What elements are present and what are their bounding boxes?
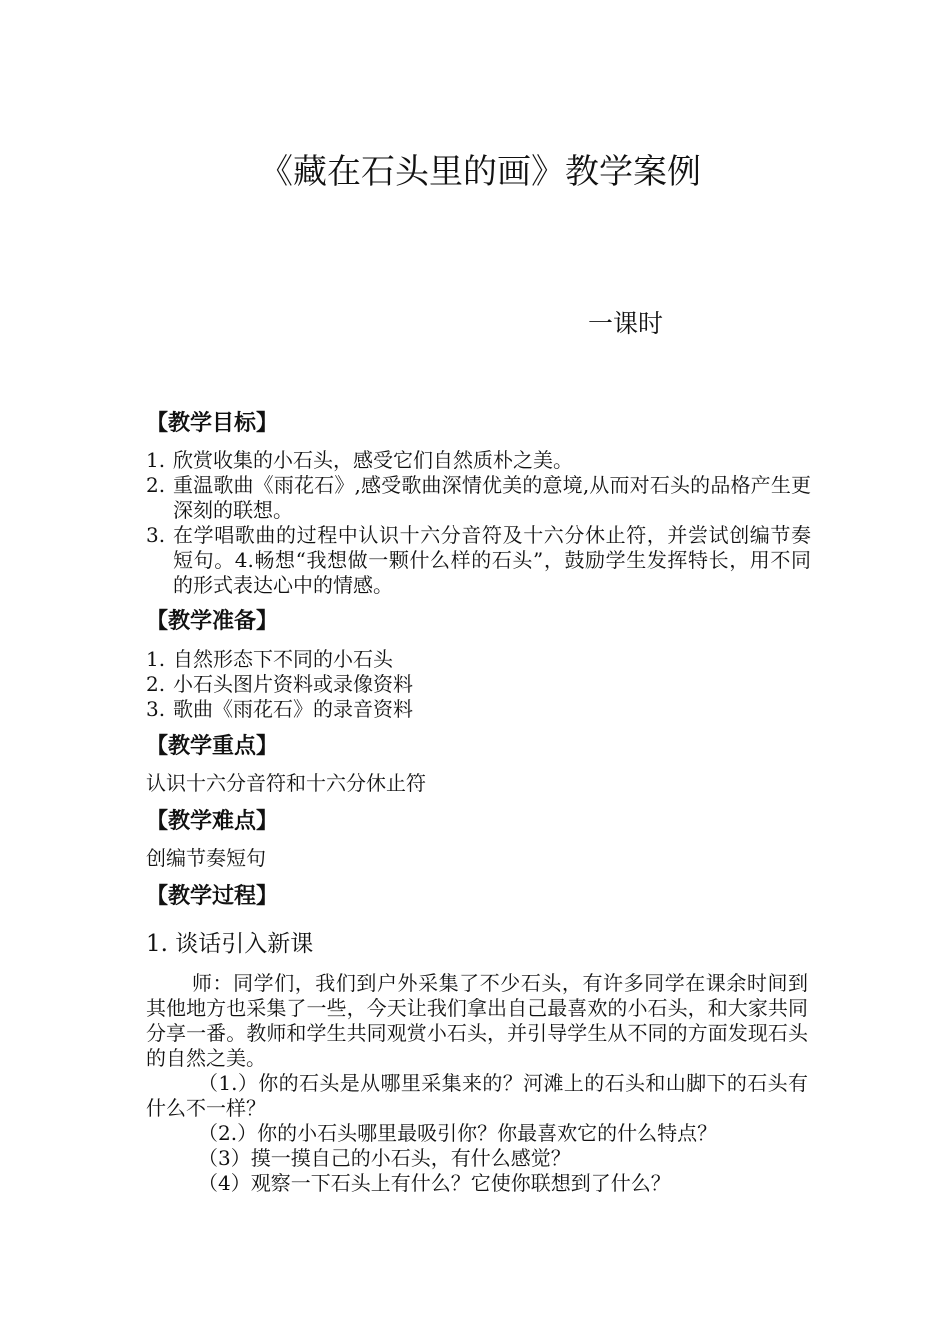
list-item-number: 1. [146,647,166,671]
list-item-number: 3. [146,697,166,721]
list-item [146,697,811,722]
list-item [146,473,811,523]
question-4: （4）观察一下石头上有什么？它使你联想到了什么？ [198,1171,671,1195]
question-3: （3）摸一摸自己的小石头，有什么感觉？ [198,1146,571,1170]
intro-paragraph: 师：同学们，我们到户外采集了不少石头，有许多同学在课余时间到其他地方也采集了一些，今天让我们拿出自己最喜欢的小石头，和大家共同分享一番。教师和学生共同观赏小石头，并引导学生从不同的方面发现石头的自然之美。 [146,971,808,1070]
process-heading: 【教学过程】 [146,883,279,909]
list-item [146,448,811,473]
list-item-text: 重温歌曲《雨花石》,感受歌曲深情优美的意境,从而对石头的品格产生更深刻的联想。 [173,473,811,522]
question-1: （1.）你的石头是从哪里采集来的？河滩上的石头和山脚下的石头有什么不一样？ [146,1071,808,1120]
list-item-text: 在学唱歌曲的过程中认识十六分音符及十六分休止符，并尝试创编节奏短句。4.畅想“我想做一颗什么样的石头”，鼓励学生发挥特长，用不同的形式表达心中的情感。 [173,523,811,597]
step1-title: 1. 谈话引入新课 [146,931,314,957]
list-item-number: 2. [146,473,166,497]
list-item-text: 小石头图片资料或录像资料 [173,672,413,696]
list-item-text: 欣赏收集的小石头，感受它们自然质朴之美。 [173,448,573,472]
difficulties-heading: 【教学难点】 [146,808,279,834]
list-item [146,523,811,598]
question-2: （2.）你的小石头哪里最吸引你？你最喜欢它的什么特点？ [198,1121,718,1145]
list-item-number: 2. [146,672,166,696]
list-item-text: 自然形态下不同的小石头 [173,647,393,671]
preparation-heading: 【教学准备】 [146,608,279,634]
difficulties-text: 创编节奏短句 [146,846,266,870]
key-points-heading: 【教学重点】 [146,733,279,759]
objectives-list [146,448,811,598]
key-points-text: 认识十六分音符和十六分休止符 [146,771,426,795]
list-item [146,672,811,697]
list-item [146,647,811,672]
lesson-time: 一课时 [588,309,664,338]
list-item-number: 3. [146,523,166,547]
objectives-heading: 【教学目标】 [146,410,279,436]
list-item-text: 歌曲《雨花石》的录音资料 [173,697,413,721]
list-item-number: 1. [146,448,166,472]
preparation-list [146,647,811,722]
document-title: 《藏在石头里的画》教学案例 [259,152,701,192]
